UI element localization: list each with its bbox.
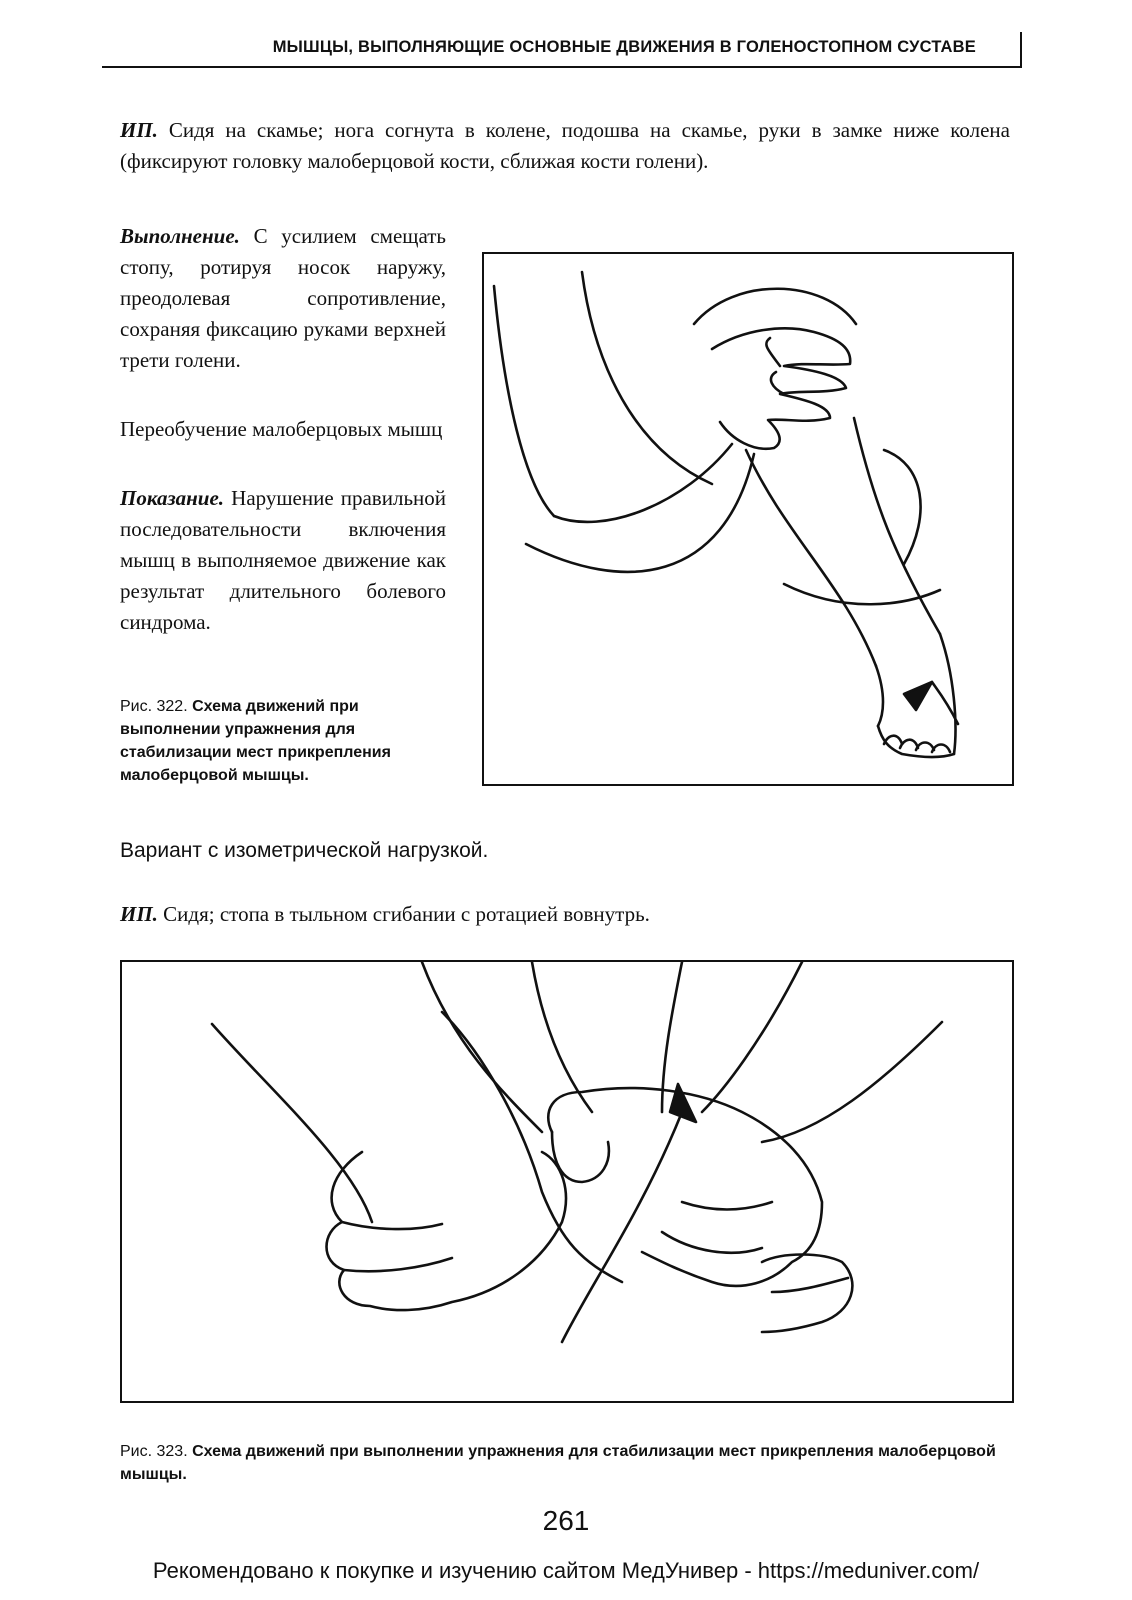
leg-right-contour xyxy=(702,962,802,1112)
top-hand-finger-lines xyxy=(662,1202,772,1253)
figure-322-label: Рис. 322. xyxy=(120,698,193,715)
indication-text: Нарушение правильной последовательности включения мышц в выполняемое движение как результат длительного болевого синдрома. xyxy=(120,486,446,634)
figure-323-caption-text: Схема движений при выполнении упражнения для стабилизации мест прикрепления малоберцовой мышцы. xyxy=(120,1443,996,1483)
finger-lines xyxy=(766,338,784,394)
figure-322-caption-text: Схема движений при выполнении упражнения для стабилизации мест прикрепления малоберцовой мышцы. xyxy=(120,698,391,784)
foot-isometric-drawing xyxy=(122,962,1012,1401)
exercise-1-starting-position xyxy=(120,115,1010,177)
page-number: 261 xyxy=(542,1505,590,1536)
figure-323-label: Рис. 323. xyxy=(120,1443,193,1460)
sole-contour xyxy=(442,1012,622,1282)
figure-322-illustration xyxy=(482,252,1014,786)
rotation-arrow-shaft xyxy=(562,1112,682,1342)
seated-knee-hold-drawing xyxy=(484,254,1012,784)
indication-label: Показание. xyxy=(120,486,225,510)
execution-label: Выполнение. xyxy=(120,224,240,248)
left-leg-contour xyxy=(212,962,542,1222)
ip-label: ИП. xyxy=(120,118,158,142)
knee-contour xyxy=(694,289,856,324)
toes-contour xyxy=(762,1255,852,1333)
thigh-contour xyxy=(494,286,554,516)
heel-hand xyxy=(327,1152,566,1310)
heel-hand-fingers xyxy=(342,1222,452,1271)
exercise-1-execution xyxy=(120,221,446,376)
upper-arm-contour xyxy=(582,272,712,484)
ip-text: Сидя на скамье; нога согнута в колене, подошва на скамье, руки в замке ниже колена (фиксируют головку малоберцовой кости, сближая кости голени). xyxy=(120,118,1010,173)
figure-323-caption xyxy=(120,1440,1020,1486)
shin-front xyxy=(746,450,876,666)
other-leg xyxy=(784,450,940,604)
calf-contour xyxy=(526,454,754,572)
figure-322-caption xyxy=(120,695,460,787)
retraining-heading: Переобучение малоберцовых мышц xyxy=(120,417,443,441)
shin-contours xyxy=(532,962,942,1142)
ip-text-2: Сидя; стопа в тыльном сгибании с ротацией вовнутрь. xyxy=(157,902,650,926)
rotation-arrow-head xyxy=(904,682,932,710)
running-head xyxy=(102,32,1022,68)
forearm-contour xyxy=(554,444,732,522)
running-head-text: МЫШЦЫ, ВЫПОЛНЯЮЩИЕ ОСНОВНЫЕ ДВИЖЕНИЯ В ГОЛЕНОСТОПНОМ СУСТАВЕ xyxy=(272,38,976,56)
exercise-1-indication xyxy=(120,483,446,638)
footer-recommendation: Рекомендовано к покупке и изучению сайтом МедУнивер - https://meduniver.com/ xyxy=(152,1558,980,1583)
rotation-arrow-head xyxy=(670,1084,696,1122)
execution-text: С усилием смещать стопу, ротируя носок наружу, преодолевая сопротивление, сохраняя фиксацию руками верхней трети голени. xyxy=(120,224,446,372)
hand-on-knee xyxy=(712,328,850,448)
ip-label-2: ИП. xyxy=(120,902,158,926)
variant-heading: Вариант с изометрической нагрузкой. xyxy=(120,839,489,862)
figure-323-illustration xyxy=(120,960,1014,1403)
exercise-2-starting-position xyxy=(120,899,1020,930)
